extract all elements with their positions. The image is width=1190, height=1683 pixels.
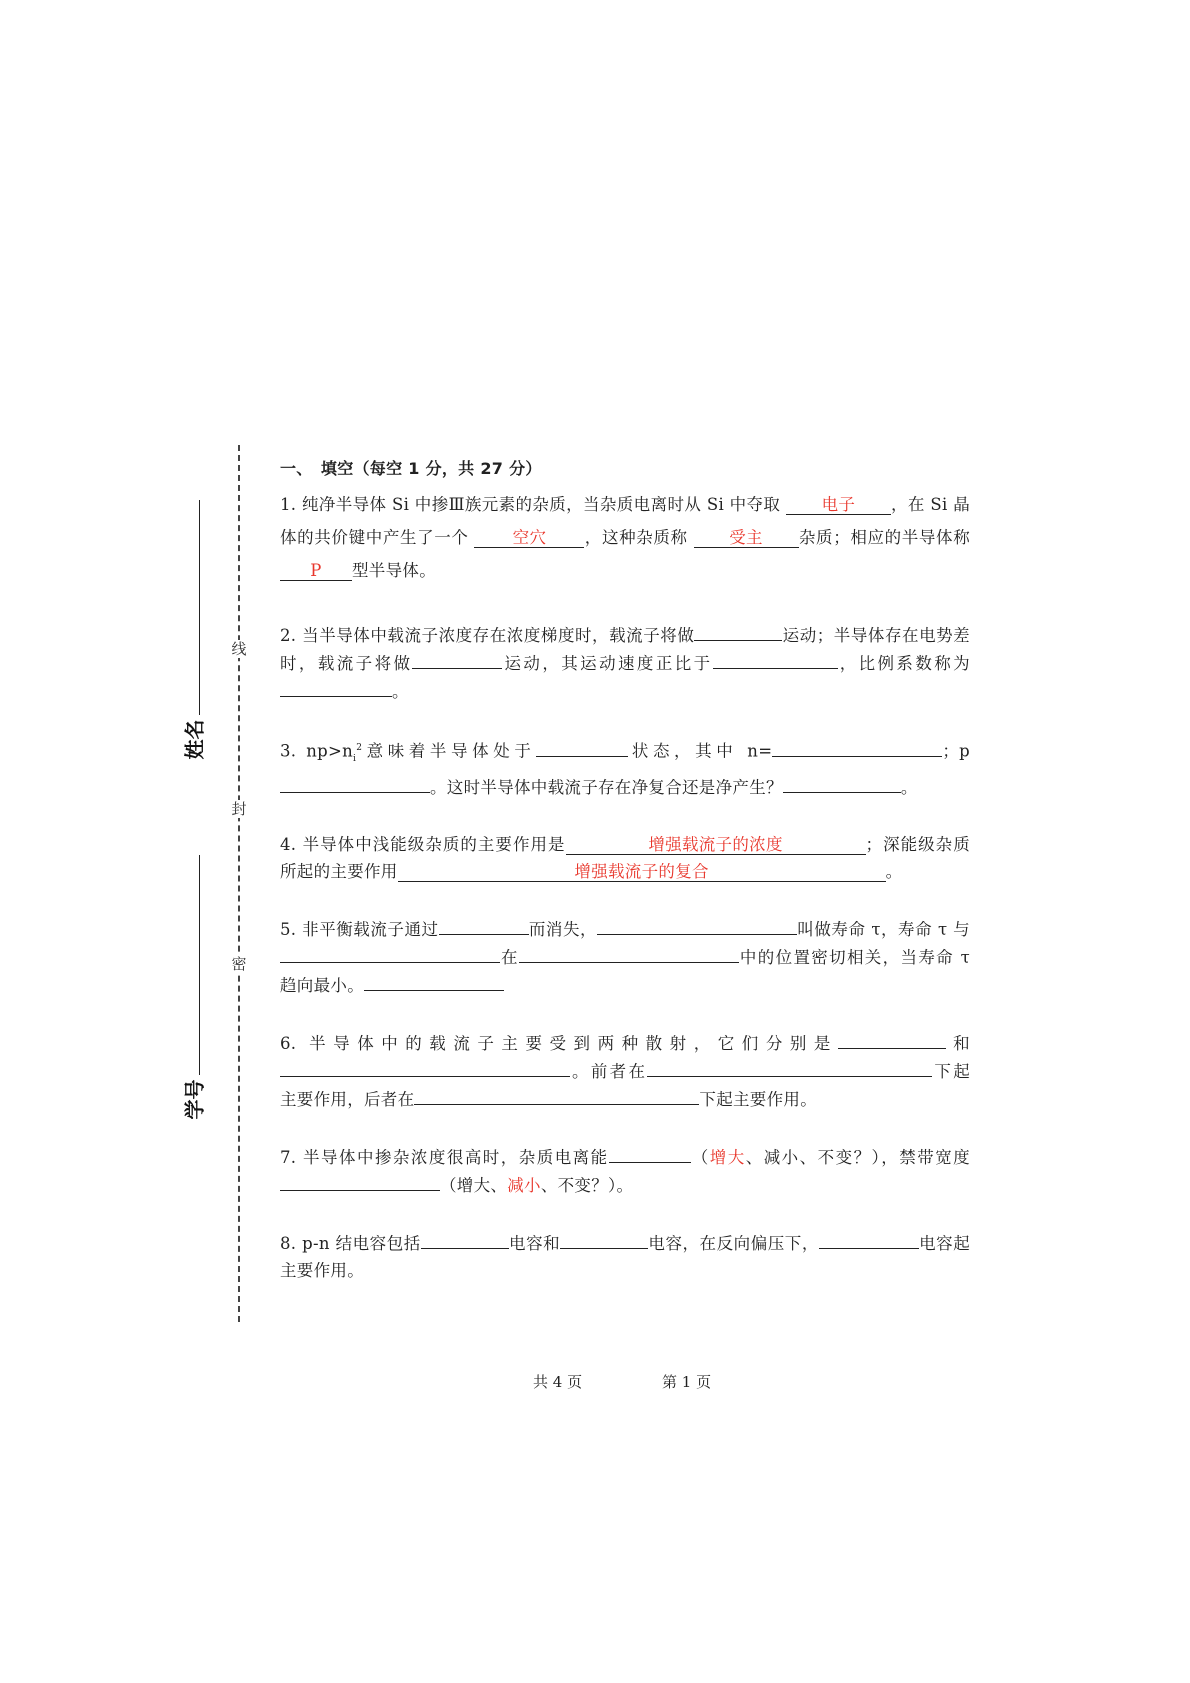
q1-answer-2: 空穴 [512, 528, 547, 547]
q5-blank-1[interactable] [439, 915, 529, 935]
question-3 [280, 735, 970, 801]
q3-text-2: 意味着半导体处于 [362, 741, 536, 761]
q3-blank-1[interactable] [536, 737, 628, 757]
q3-text-3: 状态，其中 n= [627, 741, 773, 761]
q1-blank-4[interactable] [280, 561, 352, 581]
q4-blank-2[interactable] [398, 862, 886, 882]
q7-blank-2[interactable] [280, 1171, 440, 1191]
footer-total-pages: 共 4 页 [533, 1373, 583, 1391]
question-6 [280, 1029, 970, 1113]
seal-dashed-line [238, 445, 240, 1322]
footer-page-number: 第 1 页 [662, 1373, 712, 1391]
question-4 [280, 831, 970, 885]
q7-answer-2: 减小 [507, 1175, 541, 1195]
q8-blank-2[interactable] [560, 1229, 648, 1249]
question-8 [280, 1229, 970, 1284]
q1-answer-3: 受主 [729, 528, 763, 547]
q8-text-2: 电容和 [508, 1233, 561, 1253]
q1-blank-1[interactable] [786, 495, 891, 515]
q4-text-3: 。 [885, 861, 903, 881]
q1-text-5: 型半导体。 [352, 561, 436, 580]
q1-text-1: 1. 纯净半导体 Si 中掺Ⅲ族元素的杂质，当杂质电离时从 Si 中夺取 [280, 495, 781, 514]
q1-text-2: ，在 Si 晶体的共价键中产生了一个 [280, 495, 971, 547]
q3-blank-4[interactable] [783, 773, 901, 793]
q6-blank-1[interactable] [838, 1029, 946, 1049]
q5-text-5: 中的位置密切相关，当 [738, 947, 919, 967]
q4-answer-2: 增强载流子的复合 [574, 861, 709, 881]
q1-answer-4: P [310, 561, 322, 580]
q2-blank-4[interactable] [280, 677, 392, 697]
q1-blank-2[interactable] [474, 528, 584, 548]
q6-blank-4[interactable] [414, 1085, 699, 1105]
name-label: 姓名 [182, 719, 207, 760]
q3-text-6: 。 [900, 777, 918, 797]
q4-text-2: ；深能级杂质所起的主要作用 [280, 834, 970, 881]
q2-blank-3[interactable] [713, 649, 838, 669]
q5-text-6: 寿命 τ 趋向最小。 [280, 947, 970, 995]
q3-subscript: i [353, 753, 357, 764]
seal-char-line: 线 [229, 640, 249, 658]
name-underline [199, 500, 200, 715]
seal-char-seal: 封 [229, 800, 249, 818]
q2-text-2: 运动；半导体存在电势差时，载流子将做 [280, 626, 970, 673]
q1-text-4: 杂质；相应的半导体称 [798, 528, 970, 547]
q3-text-5: 。这时半导体中载流子存在净复合还是净产生？ [430, 777, 783, 797]
q2-text-3: 运动，其运动速度正比于 [502, 654, 713, 673]
q1-answer-1: 电子 [821, 495, 856, 514]
q6-blank-3[interactable] [647, 1057, 932, 1077]
q7-blank-1[interactable] [609, 1143, 691, 1163]
q8-text-4: 电容起主要作用。 [280, 1233, 971, 1280]
q2-text-1: 2. 当半导体中载流子浓度存在浓度梯度时，载流子将做 [280, 626, 695, 645]
q8-blank-3[interactable] [819, 1229, 919, 1249]
q7-text-3: 、减小、不变？），禁带宽度 [745, 1147, 970, 1167]
q7-text-2: （ [690, 1147, 710, 1167]
q5-text-3: 叫做寿命 τ，寿命 τ 与 [797, 919, 970, 939]
q5-blank-3[interactable] [280, 943, 500, 963]
q8-text-3: 电容，在反向偏压下， [648, 1233, 819, 1253]
exam-content [280, 455, 970, 1284]
q5-text-4: 在 [500, 947, 519, 967]
q7-text-5: 、不变？）。 [540, 1175, 634, 1195]
q5-blank-2[interactable] [597, 915, 797, 935]
q7-answer-1: 增大 [709, 1147, 746, 1167]
q5-text-2: 而消失， [528, 919, 598, 939]
q3-superscript: 2 [356, 743, 363, 753]
q5-blank-4[interactable] [519, 943, 739, 963]
question-1 [280, 488, 970, 587]
q6-text-2: 和 [945, 1033, 970, 1053]
question-5 [280, 915, 970, 999]
q7-text-4: （增大、 [440, 1175, 508, 1195]
q6-text-3: 。前者在 [570, 1061, 648, 1081]
q2-blank-1[interactable] [694, 621, 782, 641]
q1-text-3: ，这种杂质称 [584, 528, 688, 547]
q5-text-1: 5. 非平衡载流子通过 [280, 919, 439, 939]
question-7 [280, 1143, 970, 1199]
student-id-label: 学号 [182, 1079, 207, 1120]
q3-text-1: 3. np>n [280, 741, 354, 761]
q4-blank-1[interactable] [566, 835, 866, 855]
q2-text-4: ，比例系数称为 [837, 654, 970, 673]
q3-blank-2[interactable] [772, 737, 942, 757]
seal-char-secret: 密 [229, 955, 249, 973]
q4-answer-1: 增强载流子的浓度 [648, 834, 783, 854]
q2-text-5: 。 [392, 682, 409, 701]
q8-blank-1[interactable] [421, 1229, 509, 1249]
q7-text-1: 7. 半导体中掺杂浓度很高时，杂质电离能 [280, 1147, 609, 1167]
section-title: 一、 填空（每空 1 分，共 27 分） [280, 459, 542, 478]
q6-text-4: 下起主要作用，后者在 [280, 1061, 970, 1109]
q3-blank-3[interactable] [280, 773, 430, 793]
question-2 [280, 621, 970, 705]
q5-blank-5[interactable] [364, 971, 504, 991]
q6-blank-2[interactable] [280, 1057, 570, 1077]
q4-text-1: 4. 半导体中浅能级杂质的主要作用是 [280, 834, 566, 854]
q6-text-1: 6. 半导体中的载流子主要受到两种散射，它们分别是 [280, 1033, 838, 1053]
q3-text-4: ；p [942, 741, 970, 761]
student-id-underline [199, 855, 200, 1075]
q8-text-1: 8. p-n 结电容包括 [280, 1233, 421, 1253]
q2-blank-2[interactable] [412, 649, 502, 669]
q1-blank-3[interactable] [694, 528, 799, 548]
q6-text-5: 下起主要作用。 [699, 1089, 818, 1109]
